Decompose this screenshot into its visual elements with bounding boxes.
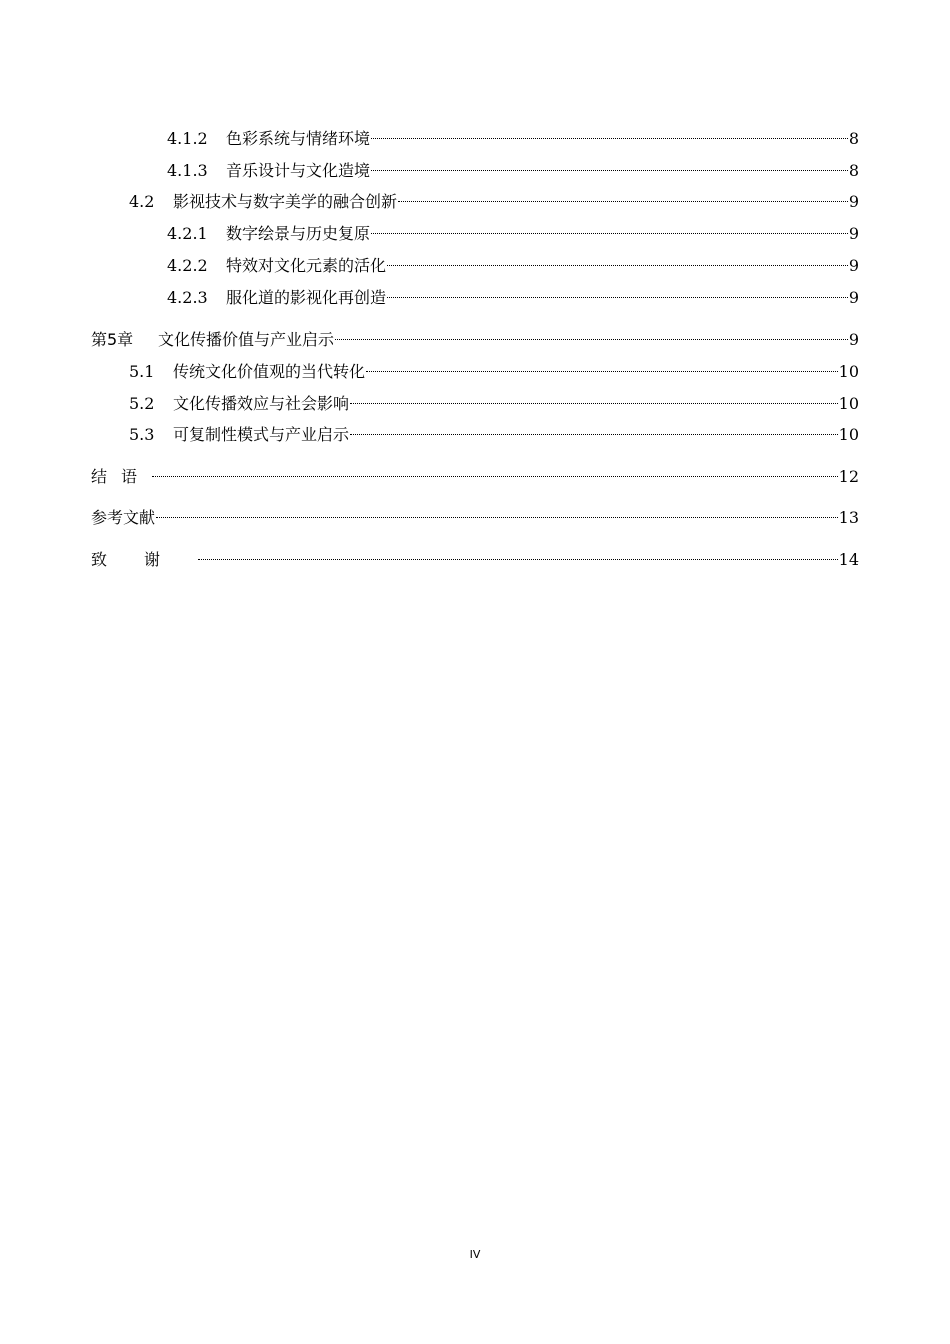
toc-entry-page: 9 <box>848 330 859 349</box>
toc-entry-title: 传统文化价值观的当代转化 <box>173 362 366 381</box>
dot-leader <box>371 120 848 144</box>
toc-entry-title: 数字绘景与历史复原 <box>226 224 371 243</box>
toc-entry-number: 5.2 <box>129 394 155 413</box>
toc-entry-4-2[interactable] <box>129 183 859 211</box>
toc-entry-page: 9 <box>848 224 859 243</box>
toc-entry-number: 4.2.1 <box>167 224 208 243</box>
toc-entry-4-2-1[interactable] <box>167 215 859 243</box>
toc-entry-page: 8 <box>848 161 859 180</box>
dot-leader <box>335 321 848 345</box>
toc-entry-title: 结语 <box>91 467 152 486</box>
dot-leader <box>387 279 848 303</box>
toc-entry-4-1-3[interactable] <box>167 152 859 180</box>
toc-entry-number: 4.2.3 <box>167 288 208 307</box>
dot-leader <box>156 499 838 523</box>
dot-leader <box>398 183 848 207</box>
toc-entry-page: 10 <box>838 425 859 444</box>
toc-entry-title: 特效对文化元素的活化 <box>226 256 387 275</box>
toc-entry-page: 10 <box>838 362 859 381</box>
toc-entry-title: 致谢 <box>91 550 198 569</box>
toc-entry-5-1[interactable] <box>129 353 859 381</box>
toc-entry-title: 参考文献 <box>91 508 156 527</box>
toc-entry-title: 可复制性模式与产业启示 <box>173 425 350 444</box>
page-number: IV <box>469 1248 481 1261</box>
toc-entry-conclusion[interactable] <box>91 458 859 486</box>
dot-leader <box>387 247 848 271</box>
toc-entry-number: 4.1.2 <box>167 129 208 148</box>
toc-entry-page: 9 <box>848 288 859 307</box>
toc-entry-page: 14 <box>838 550 859 569</box>
dot-leader <box>371 152 848 176</box>
toc-entry-4-2-2[interactable] <box>167 247 859 275</box>
toc-entry-4-1-2[interactable] <box>167 120 859 148</box>
dot-leader <box>198 541 838 565</box>
toc-entry-number: 4.1.3 <box>167 161 208 180</box>
toc-entry-number: 4.2 <box>129 192 155 211</box>
toc-entry-title: 文化传播价值与产业启示 <box>158 330 335 349</box>
toc-entry-acknowledgements[interactable] <box>91 541 859 569</box>
toc-entry-title: 音乐设计与文化造境 <box>226 161 371 180</box>
dot-leader <box>350 416 838 440</box>
toc-entry-5-3[interactable] <box>129 416 859 444</box>
toc-entry-title: 色彩系统与情绪环境 <box>226 129 371 148</box>
toc-entry-chapter-5[interactable] <box>91 321 859 349</box>
dot-leader <box>152 458 838 482</box>
toc-entry-number: 5.1 <box>129 362 155 381</box>
toc-entry-references[interactable] <box>91 499 859 527</box>
toc-entry-page: 12 <box>838 467 859 486</box>
dot-leader <box>366 353 838 377</box>
toc-entry-title: 服化道的影视化再创造 <box>226 288 387 307</box>
toc-entry-number: 4.2.2 <box>167 256 208 275</box>
toc-entry-5-2[interactable] <box>129 385 859 413</box>
toc-entry-page: 8 <box>848 129 859 148</box>
toc-entry-page: 13 <box>838 508 859 527</box>
toc-entry-number: 5.3 <box>129 425 155 444</box>
toc-entry-title: 影视技术与数字美学的融合创新 <box>173 192 398 211</box>
toc-entry-page: 10 <box>838 394 859 413</box>
toc-entry-4-2-3[interactable] <box>167 279 859 307</box>
dot-leader <box>371 215 848 239</box>
toc-entry-page: 9 <box>848 256 859 275</box>
toc-entry-title: 文化传播效应与社会影响 <box>173 394 350 413</box>
dot-leader <box>350 385 838 409</box>
toc-entry-number: 第5章 <box>91 330 134 349</box>
toc-entry-page: 9 <box>848 192 859 211</box>
